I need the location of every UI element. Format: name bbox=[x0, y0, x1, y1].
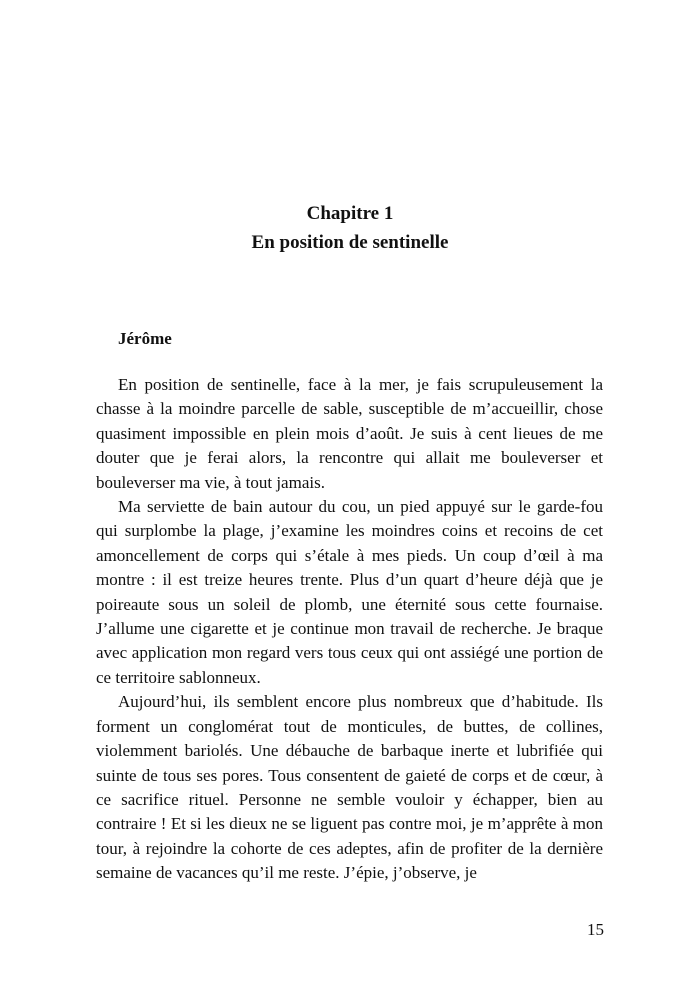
section-character-name: Jérôme bbox=[118, 329, 172, 348]
paragraph: Aujourd’hui, ils semblent encore plus nombreux que d’habitude. Ils forment un conglomérat tout de monticules, de buttes, de collines, violemment bariolés. Une débauche de barbaque inerte et lubrifiée qui suinte de tous ses pores. Tous consentent de gaieté de corps et de cœur, à ce sacrifice rituel. Personne ne semble vouloir y échapper, bien au contraire ! Et si les dieux ne se liguent pas contre moi, je m’apprête à mon tour, à rejoindre la cohorte de ces adeptes, afin de profiter de la dernière semaine de vacances qu’il me reste. J’épie, j’observe, je bbox=[96, 692, 603, 883]
paragraph: Ma serviette de bain autour du cou, un pied appuyé sur le garde-fou qui surplombe la plage, j’examine les moindres coins et recoins de cet amoncellement de corps qui s’étale à mes pieds. Un coup d’œil à ma montre : il est treize heures trente. Plus d’un quart d’heure déjà que je poireaute sous un soleil de plomb, une éternité sous cette fournaise. J’allume une cigarette et je continue mon travail de recherche. Je braque avec application mon regard vers tous ceux qui ont assiégé une portion de ce territoire sablonneux. bbox=[96, 497, 603, 687]
body-text bbox=[96, 373, 603, 886]
paragraph: En position de sentinelle, face à la mer, je fais scrupuleusement la chasse à la moindre parcelle de sable, susceptible de m’accueillir, chose quasiment impossible en plein mois d’août. Je suis à cent lieues de me douter que je ferai alors, la rencontre qui allait me bouleverser et bouleverser ma vie, à tout jamais. bbox=[96, 375, 603, 492]
page-number: 15 bbox=[587, 920, 604, 939]
chapter-number: Chapitre 1 bbox=[306, 203, 394, 224]
chapter-title: En position de sentinelle bbox=[251, 232, 449, 253]
chapter-heading bbox=[0, 199, 700, 257]
